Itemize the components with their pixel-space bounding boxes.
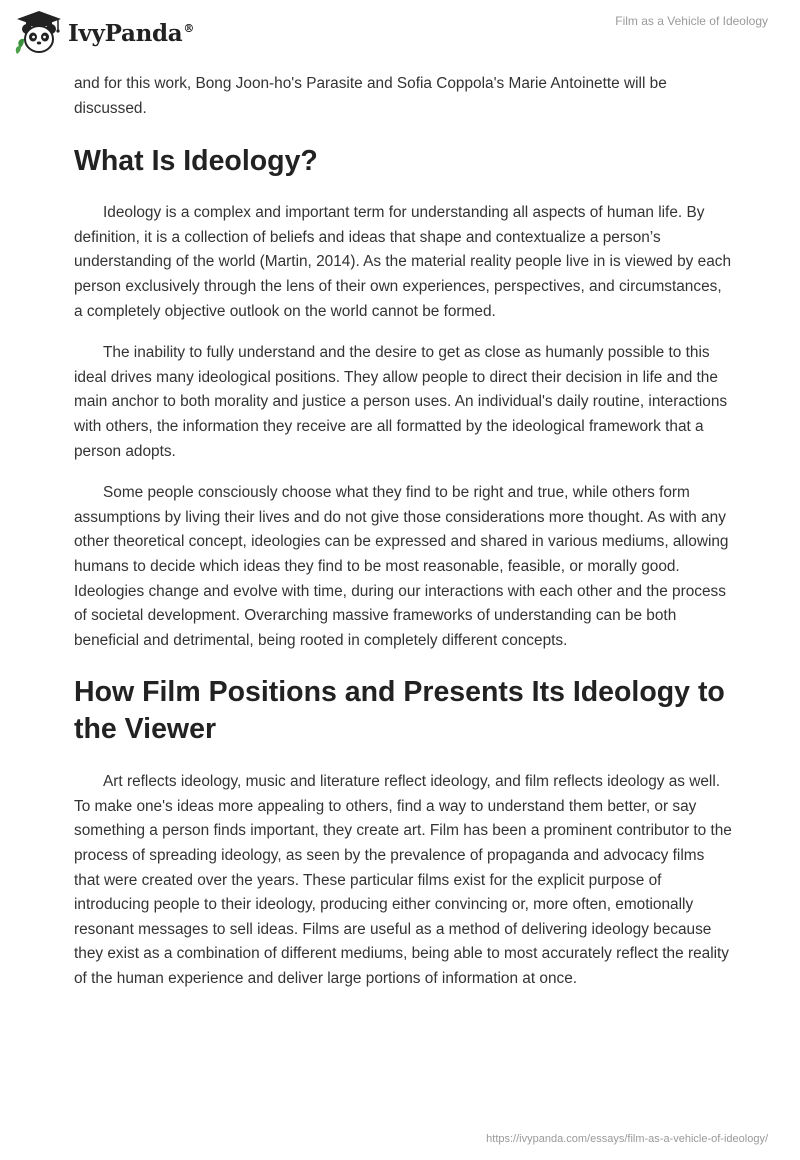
section-heading-film-ideology: How Film Positions and Presents Its Ideology to the Viewer [74,676,725,746]
registered-mark: ® [183,21,195,35]
page-header [0,0,800,70]
essay-body [74,72,734,992]
body-paragraph: Art reflects ideology, music and literature reflect ideology, and film reflects ideology as well. To make one's ideas more appealing to others, find a way to understand them better, or say something a person finds important, they create art. Film has been a prominent contributor to the process of spreading ideology, as seen by the prevalence of propaganda and advocacy films that were created over the years. These particular films exist for the explicit purpose of introducing people to their ideology, producing either convincing or, more often, emotionally resonant messages to sell ideas. Films are useful as a method of delivering ideology because they exist as a combination of different mediums, being able to most accurately reflect the reality of the human experience and deliver large portions of information at once. [74,773,732,988]
brand-name: IvyPanda® [68,19,195,47]
document-title: Film as a Vehicle of Ideology [615,14,768,28]
intro-paragraph: and for this work, Bong Joon-ho's Parasite and Sofia Coppola's Marie Antoinette will be discussed. [74,75,667,117]
body-paragraph: Some people consciously choose what they find to be right and true, while others form assumptions by living their lives and do not give those considerations more thought. As with any other theoretical concept, ideologies can be expressed and shared in various mediums, allowing humans to decide which ideas they find to be most reasonable, feasible, or morally good. Ideologies change and evolve with time, during our interactions with each other and the process of societal development. Overarching massive frameworks of understanding can be both beneficial and detrimental, being rooted in completely different concepts. [74,484,729,649]
body-paragraph: The inability to fully understand and the desire to get as close as humanly possible to this ideal drives many ideological positions. They allow people to direct their decision in life and the main anchor to both morality and justice a person uses. An individual's daily routine, interactions with others, the information they receive are all formatted by the ideological framework that a person adopts. [74,344,728,460]
source-url[interactable]: https://ivypanda.com/essays/film-as-a-vehicle-of-ideology/ [486,1133,768,1145]
section-heading-ideology: What Is Ideology? [74,145,318,178]
ivypanda-logo[interactable] [14,8,194,58]
panda-graduate-icon [14,8,64,58]
body-paragraph: Ideology is a complex and important term for understanding all aspects of human life. By definition, it is a collection of beliefs and ideas that shape and contextualize a person’s understanding of the world (Martin, 2014). As the material reality people live in is viewed by each person exclusively through the lens of their own experiences, perspectives, and circumstances, a completely objective outlook on the world cannot be formed. [74,204,732,320]
